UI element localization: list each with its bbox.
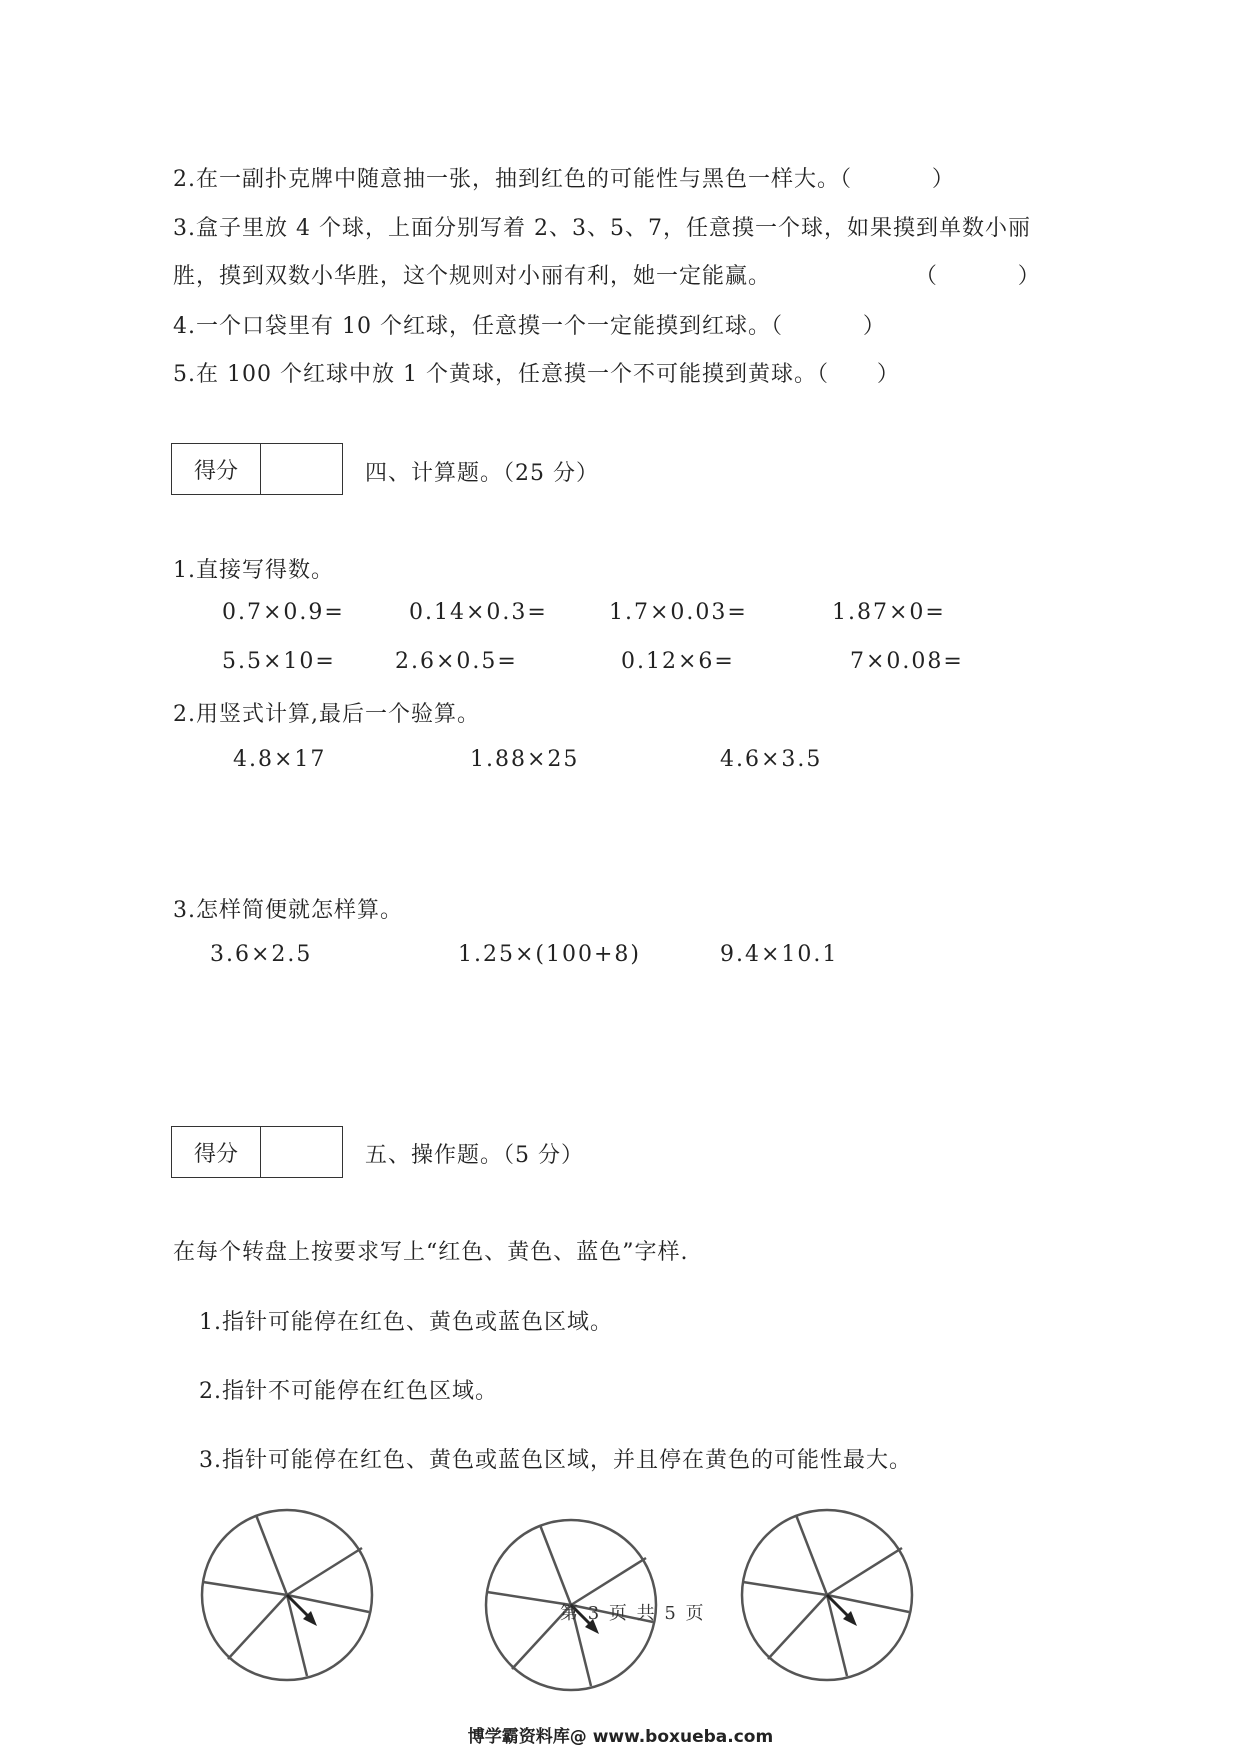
q3-expr: 9.4×10.1	[720, 942, 839, 967]
score-box-section5	[171, 1126, 343, 1178]
q1-expr: 1.7×0.03=	[609, 600, 748, 625]
q3-expr: 3.6×2.5	[210, 942, 313, 967]
section5-item-3: 3.指针可能停在红色、黄色或蓝色区域，并且停在黄色的可能性最大。	[199, 1448, 912, 1473]
section5-item-1: 1.指针可能停在红色、黄色或蓝色区域。	[199, 1310, 613, 1335]
spinner-wheel-1[interactable]	[197, 1505, 377, 1685]
section5-instruction: 在每个转盘上按要求写上“红色、黄色、蓝色”字样.	[173, 1240, 689, 1265]
spinner-wheel-3[interactable]	[737, 1505, 917, 1685]
score-label: 得分	[172, 444, 261, 494]
score-blank[interactable]	[261, 1127, 342, 1177]
judge-item-4: 4.一个口袋里有 10 个红球，任意摸一个一定能摸到红球。（ ）	[173, 314, 886, 339]
q3-expr: 1.25×(100+8)	[458, 942, 642, 967]
footer-watermark: 博学霸资料库@ www.boxueba.com	[467, 1727, 774, 1747]
q2-expr: 4.8×17	[233, 747, 327, 772]
judge-item-3b: 胜，摸到双数小华胜，这个规则对小丽有利，她一定能赢。 （ ）	[173, 264, 1041, 289]
q3-title: 3.怎样简便就怎样算。	[173, 898, 403, 923]
q1-title: 1.直接写得数。	[173, 558, 334, 583]
judge-item-3a: 3.盒子里放 4 个球，上面分别写着 2、3、5、7，任意摸一个球，如果摸到单数小丽	[173, 216, 1031, 241]
q2-expr: 4.6×3.5	[720, 747, 823, 772]
q1-expr: 1.87×0=	[832, 600, 946, 625]
q1-expr: 0.14×0.3=	[409, 600, 548, 625]
q1-expr: 5.5×10=	[222, 649, 336, 674]
q1-expr: 0.7×0.9=	[222, 600, 345, 625]
judge-item-2: 2.在一副扑克牌中随意抽一张，抽到红色的可能性与黑色一样大。（ ）	[173, 167, 955, 192]
section5-item-2: 2.指针不可能停在红色区域。	[199, 1379, 498, 1404]
section4-title: 四、计算题。（25 分）	[365, 461, 599, 486]
q1-expr: 2.6×0.5=	[395, 649, 518, 674]
page-number: 第 3 页 共 5 页	[560, 1603, 706, 1624]
score-blank[interactable]	[261, 444, 342, 494]
q2-expr: 1.88×25	[470, 747, 580, 772]
q2-title: 2.用竖式计算,最后一个验算。	[173, 702, 480, 727]
judge-item-5: 5.在 100 个红球中放 1 个黄球，任意摸一个不可能摸到黄球。（ ）	[173, 362, 900, 387]
q1-expr: 0.12×6=	[621, 649, 735, 674]
score-box-section4	[171, 443, 343, 495]
q1-expr: 7×0.08=	[850, 649, 964, 674]
section5-title: 五、操作题。（5 分）	[365, 1143, 584, 1168]
score-label: 得分	[172, 1127, 261, 1177]
